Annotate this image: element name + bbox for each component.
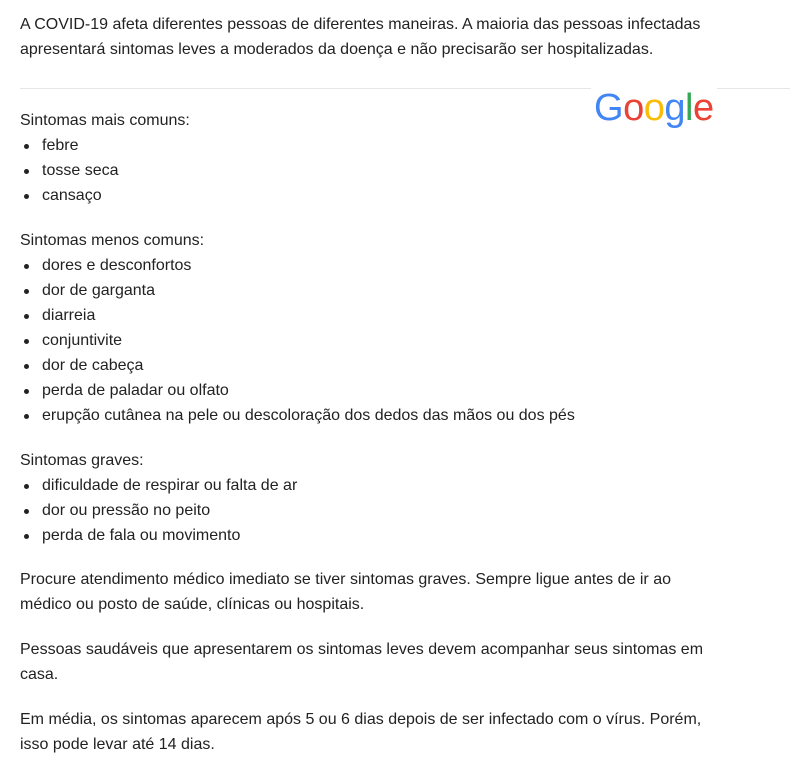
bullet-icon <box>24 484 29 489</box>
list-item-text: tosse seca <box>42 162 119 179</box>
list-item <box>20 473 790 498</box>
list-item-text: dor de garganta <box>42 282 155 299</box>
list-item <box>20 353 790 378</box>
list-item <box>20 278 790 303</box>
advice-paragraph <box>20 707 790 757</box>
list-item-text: dores e desconfortos <box>42 257 192 274</box>
severe-symptoms-section <box>20 448 790 548</box>
common-symptoms-list <box>20 133 790 208</box>
list-item <box>20 158 790 183</box>
less-common-symptoms-section <box>20 228 790 428</box>
logo-letter: e <box>692 87 714 129</box>
list-item <box>20 498 790 523</box>
paragraph-line: isso pode levar até 14 dias. <box>20 736 215 753</box>
list-item <box>20 133 790 158</box>
intro-paragraph <box>20 12 790 62</box>
logo-letter: o <box>643 87 665 129</box>
bullet-icon <box>24 389 29 394</box>
paragraph-line: médico ou posto de saúde, clínicas ou hospitais. <box>20 596 365 613</box>
list-item-text: perda de paladar ou olfato <box>42 382 229 399</box>
bullet-icon <box>24 364 29 369</box>
bullet-icon <box>24 169 29 174</box>
bullet-icon <box>24 314 29 319</box>
list-item-text: cansaço <box>42 187 102 204</box>
list-item <box>20 183 790 208</box>
list-item-text: febre <box>42 137 79 154</box>
severe-symptoms-list <box>20 473 790 548</box>
list-item-text: diarreia <box>42 307 96 324</box>
section-title: Sintomas menos comuns: <box>20 232 205 249</box>
list-item <box>20 328 790 353</box>
bullet-icon <box>24 194 29 199</box>
advice-paragraph <box>20 637 790 687</box>
less-common-symptoms-list <box>20 253 790 428</box>
list-item-text: conjuntivite <box>42 332 123 349</box>
bullet-icon <box>24 289 29 294</box>
paragraph-line: casa. <box>20 666 59 683</box>
list-item <box>20 403 790 428</box>
paragraph-line: Procure atendimento médico imediato se tiver sintomas graves. Sempre ligue antes de ir ao <box>20 571 671 588</box>
bullet-icon <box>24 534 29 539</box>
list-item <box>20 378 790 403</box>
logo-letter: G <box>594 87 624 129</box>
logo-letter: g <box>664 87 685 129</box>
list-item-text: erupção cutânea na pele ou descoloração dos dedos das mãos ou dos pés <box>42 407 575 424</box>
list-item <box>20 303 790 328</box>
list-item-text: dor de cabeça <box>42 357 144 374</box>
paragraph-line: Em média, os sintomas aparecem após 5 ou 6 dias depois de ser infectado com o vírus. Porém, <box>20 711 702 728</box>
logo-letter: l <box>684 87 693 129</box>
section-title: Sintomas mais comuns: <box>20 112 190 129</box>
intro-line: A COVID-19 afeta diferentes pessoas de diferentes maneiras. A maioria das pessoas infectadas <box>20 16 701 33</box>
logo-letter: o <box>623 87 644 129</box>
bullet-icon <box>24 264 29 269</box>
advice-paragraph <box>20 567 790 617</box>
bullet-icon <box>24 414 29 419</box>
section-title: Sintomas graves: <box>20 452 144 469</box>
bullet-icon <box>24 144 29 149</box>
list-item-text: perda de fala ou movimento <box>42 527 241 544</box>
list-item <box>20 523 790 548</box>
list-item-text: dor ou pressão no peito <box>42 502 211 519</box>
list-item-text: dificuldade de respirar ou falta de ar <box>42 477 298 494</box>
advice-paragraphs <box>20 567 790 777</box>
bullet-icon <box>24 509 29 514</box>
list-item <box>20 253 790 278</box>
common-symptoms-section <box>20 108 790 208</box>
paragraph-line: Pessoas saudáveis que apresentarem os sintomas leves devem acompanhar seus sintomas em <box>20 641 704 658</box>
intro-line: apresentará sintomas leves a moderados da doença e não precisarão ser hospitalizadas. <box>20 41 654 58</box>
symptoms-sections <box>20 108 790 568</box>
bullet-icon <box>24 339 29 344</box>
